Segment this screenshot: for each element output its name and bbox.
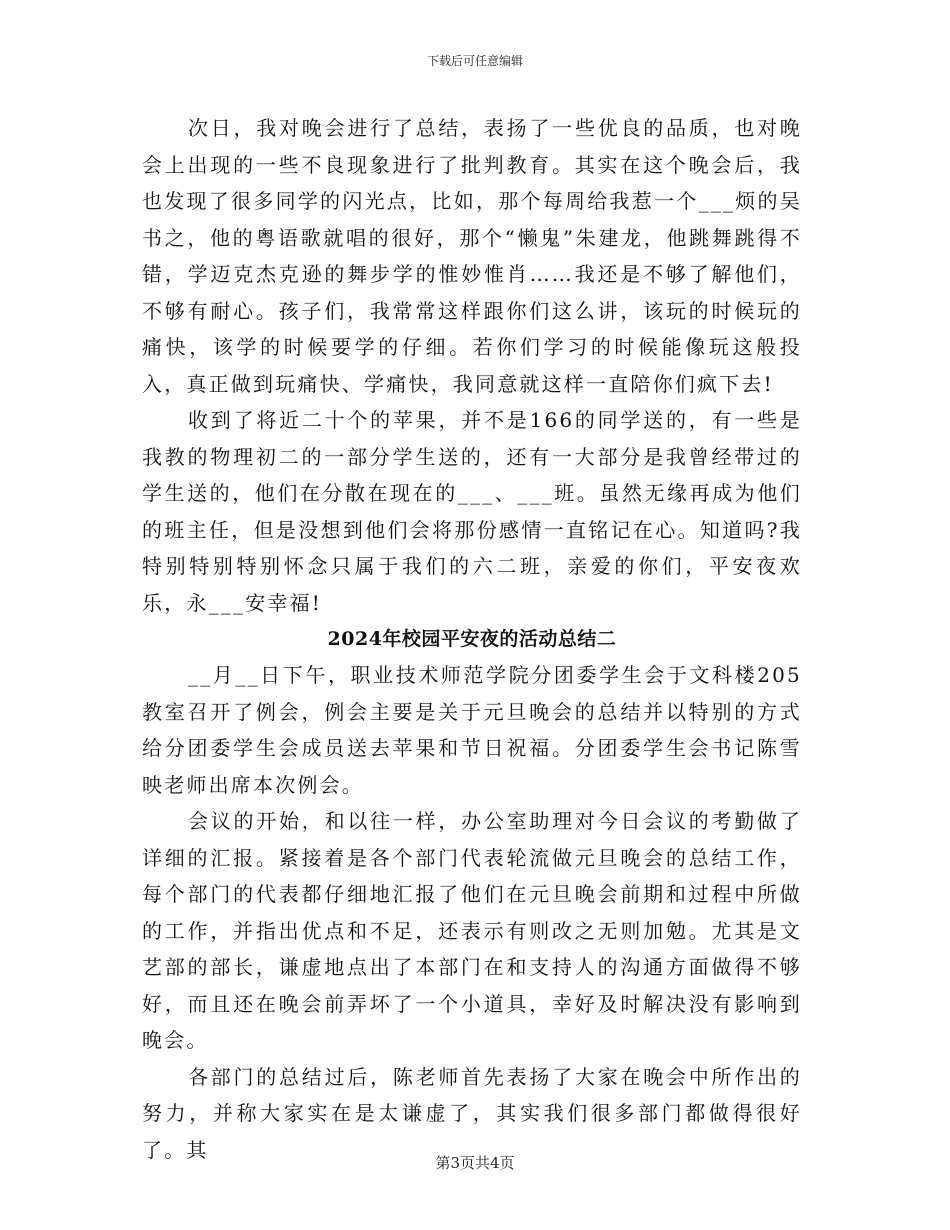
page-number: 第3页共4页 (435, 1154, 515, 1172)
paragraph-meeting-intro: __月__日下午，职业技术师范学院分团委学生会于文科楼205教室召开了例会，例会主要是关于元旦晚会的总结并以特别的方式给分团委学生会成员送去苹果和节日祝福。分团委学生会书记陈雪映老师出席本次例会。 (142, 663, 802, 797)
paragraph-teacher-remarks: 各部门的总结过后，陈老师首先表扬了大家在晚会中所作出的努力，并称大家实在是太谦虚了，其实我们很多部门都做得很好了。其 (142, 1064, 802, 1162)
document-body (142, 110, 802, 1168)
paragraph-meeting-reports: 会议的开始，和以往一样，办公室助理对今日会议的考勤做了详细的汇报。紧接着是各个部门代表轮流做元旦晚会的总结工作，每个部门的代表都仔细地汇报了他们在元旦晚会前期和过程中所做的工作，并指出优点和不足，还表示有则改之无则加勉。尤其是文艺部的部长，谦虚地点出了本部门在和支持人的沟通方面做得不够好，而且还在晚会前弄坏了一个小道具，幸好及时解决没有影响到晚会。 (142, 809, 802, 1052)
paragraph-apples-received: 收到了将近二十个的苹果，并不是166的同学送的，有一些是我教的物理初二的一部分学生送的，还有一大部分是我曾经带过的学生送的，他们在分散在现在的___、___班。虽然无缘再成为他们的班主任，但是没想到他们会将那份感情一直铭记在心。知道吗?我特别特别特别怀念只属于我们的六二班，亲爱的你们，平安夜欢乐，永___安幸福! (142, 408, 802, 615)
section-title: 2024年校园平安夜的活动总结二 (327, 628, 617, 650)
paragraph-summary-next-day: 次日，我对晚会进行了总结，表扬了一些优良的品质，也对晚会上出现的一些不良现象进行了批判教育。其实在这个晚会后，我也发现了很多同学的闪光点，比如，那个每周给我惹一个___烦的吴书之，他的粤语歌就唱的很好，那个“懒鬼”朱建龙，他跳舞跳得不错，学迈克杰克逊的舞步学的惟妙惟肖……我还是不够了解他们，不够有耐心。孩子们，我常常这样跟你们这么讲，该玩的时候玩的痛快，该学的时候要学的仔细。若你们学习的时候能像玩这般投入，真正做到玩痛快、学痛快，我同意就这样一直陪你们疯下去! (142, 116, 802, 396)
page-header-note: 下载后可任意编辑 (426, 54, 523, 68)
